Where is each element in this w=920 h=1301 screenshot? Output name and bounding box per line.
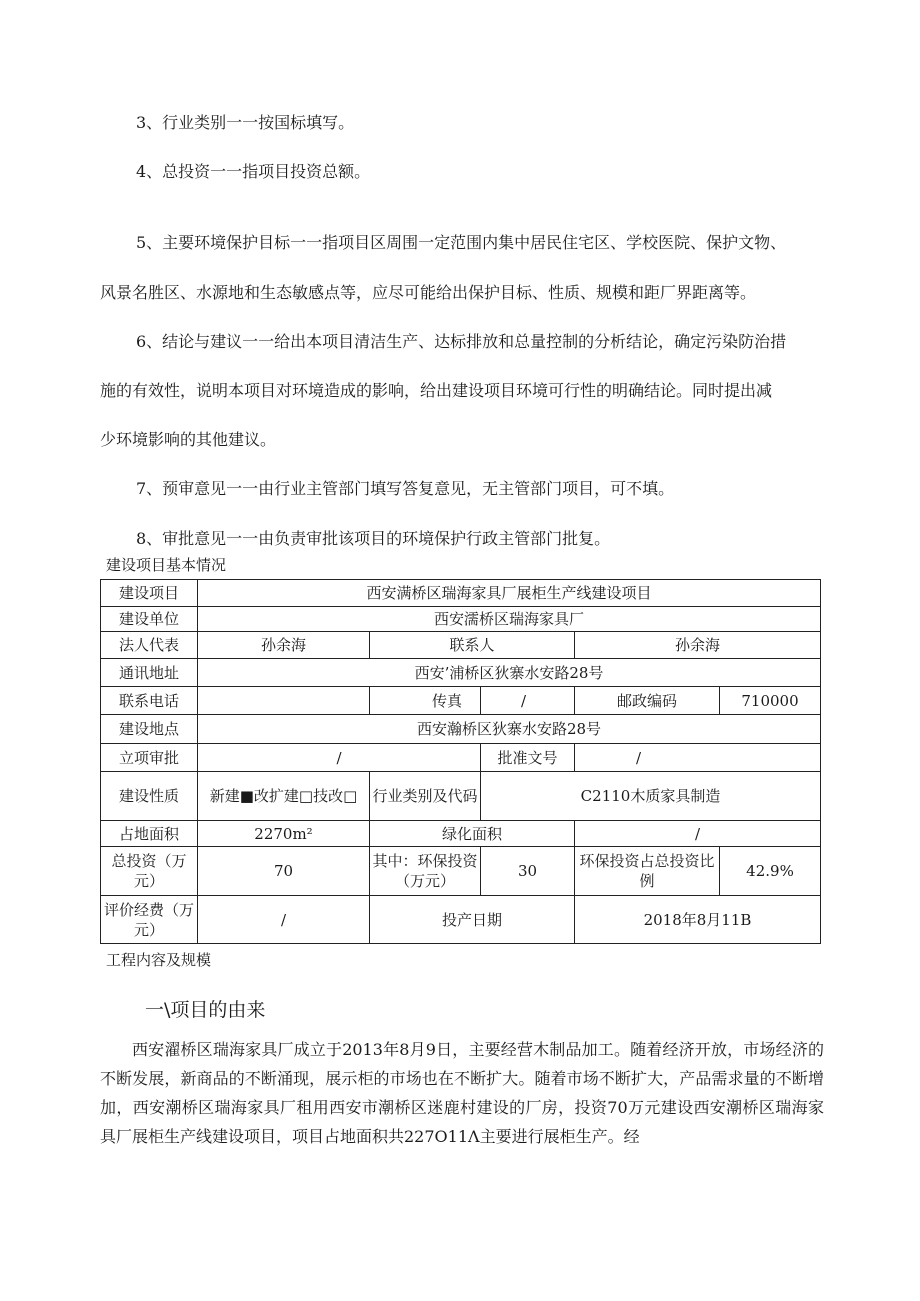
table-value: 42.9% [720,847,821,896]
table-label: 投产日期 [370,896,575,944]
table-value: 2270m² [198,821,370,847]
table-label: 法人代表 [101,632,198,659]
table-row [101,847,821,896]
table-label: 建设地点 [101,715,198,744]
note-4: 4、总投资一一指项目投资总额。 [136,162,371,181]
table-value: C2110木质家具制造 [481,772,821,821]
table-label: 行业类别及代码 [370,772,481,821]
table-label: 绿化面积 [370,821,575,847]
table-label: 占地面积 [101,821,198,847]
table-value: 2018年8月11B [575,896,821,944]
table-label: 通讯地址 [101,659,198,687]
table-label: 立项审批 [101,744,198,772]
table-label: 环保投资占总投资比例 [575,847,720,896]
table-value: / [575,821,821,847]
note-7: 7、预审意见一一由行业主管部门填写答复意见，无主管部门项目，可不填。 [136,479,675,498]
table-label: 其中：环保投资（万元） [370,847,481,896]
table-value [198,687,370,715]
table-row [101,896,821,944]
table-value: / [481,687,575,715]
table-label: 总投资（万元） [101,847,198,896]
table-label: 建设性质 [101,772,198,821]
note-6-line2: 施的有效性，说明本项目对环境造成的影响，给出建设项目环境可行性的明确结论。同时提出减 [100,381,773,400]
table-value: 西安瀚桥区狄寨水安路28号 [198,715,821,744]
table-row [101,580,821,607]
table-label: 建设单位 [101,607,198,632]
table-label: 建设项目 [101,580,198,607]
table-row [101,659,821,687]
table-row [101,687,821,715]
table-value: / [575,744,821,772]
table-title: 建设项目基本情况 [106,556,227,574]
note-3: 3、行业类别一一按国标填写。 [136,113,355,132]
table-value: 西安满桥区瑞海家具厂展柜生产线建设项目 [198,580,821,607]
table-label: 邮政编码 [575,687,720,715]
table-row [101,821,821,847]
note-5-line1: 5、主要环境保护目标一一指项目区周围一定范围内集中居民住宅区、学校医院、保护文物、 [136,233,787,252]
table-label: 联系电话 [101,687,198,715]
note-6-line1: 6、结论与建议一一给出本项目清洁生产、达标排放和总量控制的分析结论，确定污染防治措 [136,332,787,351]
table-value: 70 [198,847,370,896]
section-heading: 一\项目的由来 [145,999,266,1021]
table-row [101,772,821,821]
table-value: 孙余海 [198,632,370,659]
table-row [101,744,821,772]
body-paragraph: 西安濯桥区瑞海家具厂成立于2013年8月9日，主要经营木制品加工。随着经济开放，市场经济的不断发展，新商品的不断涌现，展示柜的市场也在不断扩大。随着市场不断扩大，产品需求量的不断增加，西安潮桥区瑞海家具厂租用西安市潮桥区迷鹿村建设的厂房，投资70万元建设西安潮桥区瑞海家具厂展柜生产线建设项目，项目占地面积共227O11Λ主要进行展柜生产。经 [100,1040,824,1146]
table-value: 西安’浦桥区狄寨水安路28号 [198,659,821,687]
table-row [101,607,821,632]
table-label: 评价经费（万元） [101,896,198,944]
note-8: 8、审批意见一一由负责审批该项目的环境保护行政主管部门批复。 [136,529,611,548]
note-6-line3: 少环境影响的其他建议。 [100,430,277,449]
note-5-line2: 风景名胜区、水源地和生态敏感点等，应尽可能给出保护目标、性质、规模和距厂界距离等。 [100,283,757,302]
project-info-table [100,579,821,944]
table-label: 批准文号 [481,744,575,772]
table-value: / [198,744,481,772]
table-label: 传真 [370,687,481,715]
table-value: 孙余海 [575,632,821,659]
table-value: / [198,896,370,944]
table-value: 30 [481,847,575,896]
table-value: 新建■改扩建□技改□ [198,772,370,821]
table-label: 联系人 [370,632,575,659]
table-value: 西安濡桥区瑞海家具厂 [198,607,821,632]
scope-title: 工程内容及规模 [106,951,212,969]
table-row [101,715,821,744]
table-row [101,632,821,659]
table-value: 710000 [720,687,821,715]
